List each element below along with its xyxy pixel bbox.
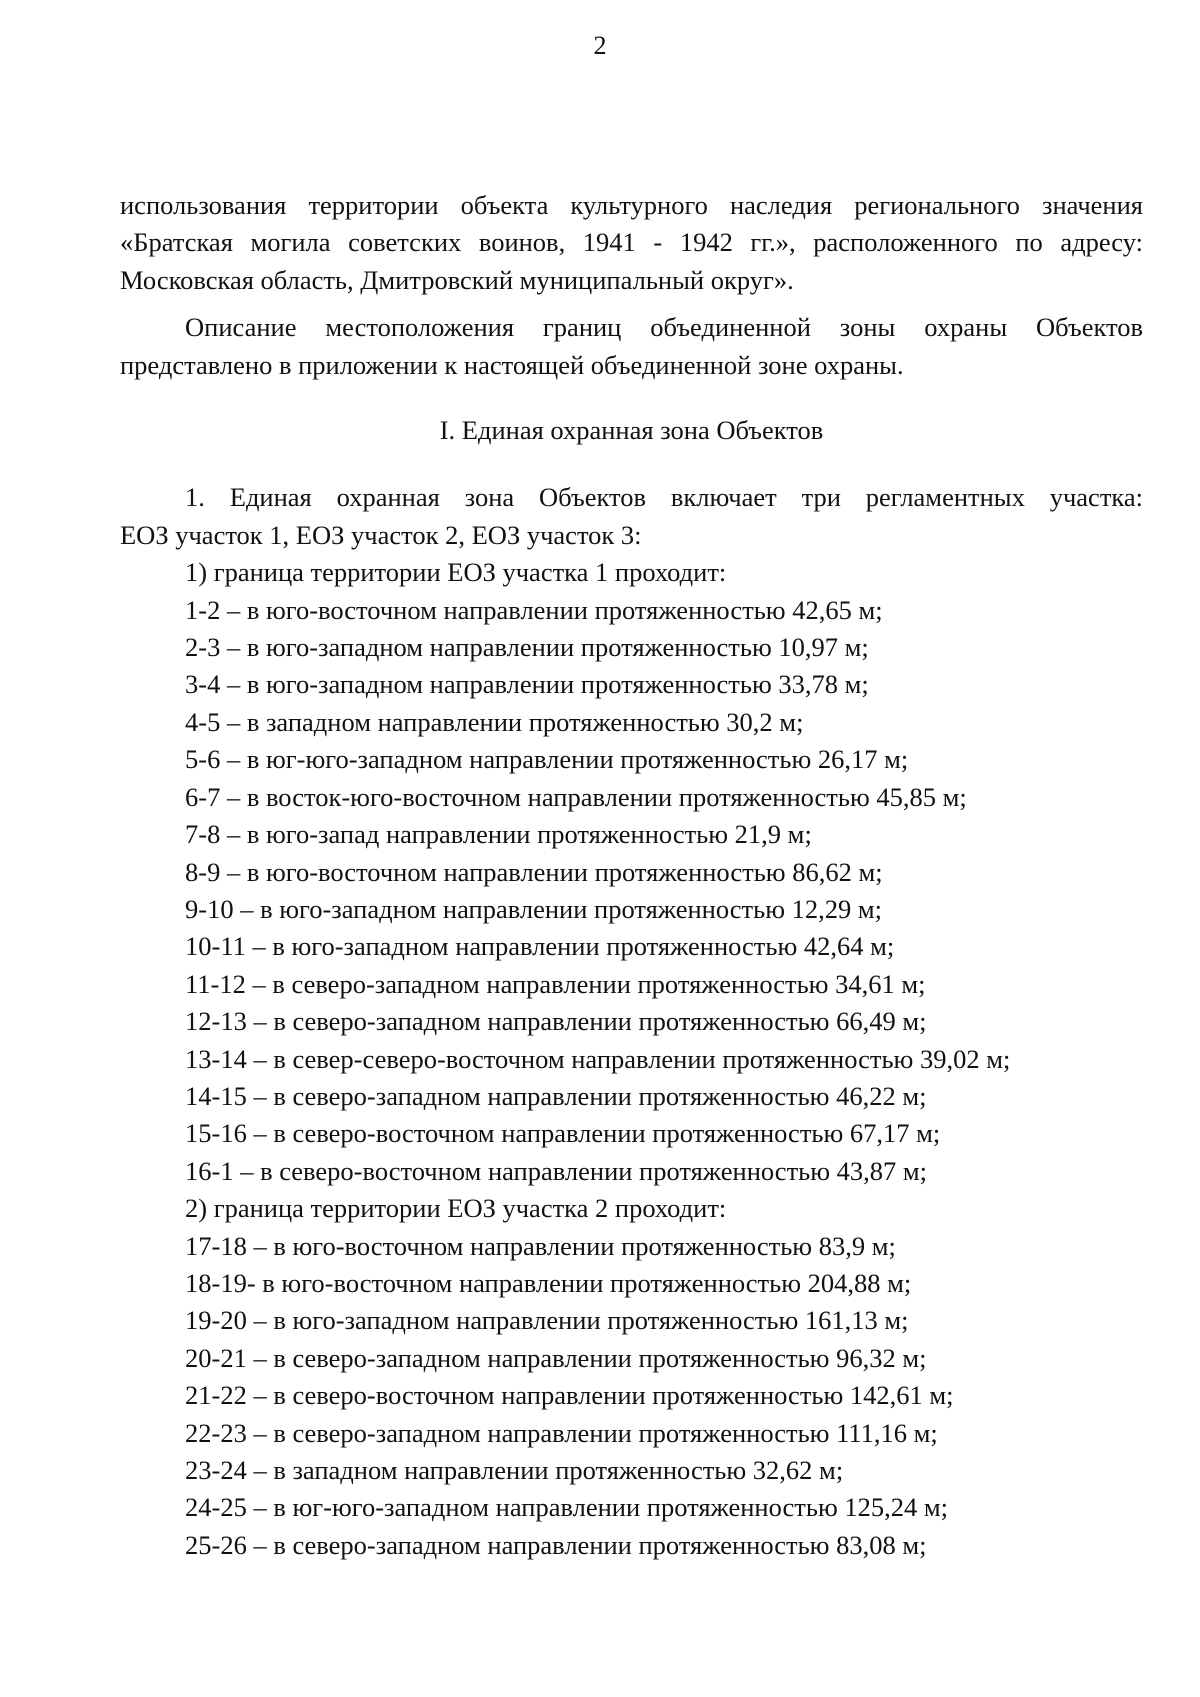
boundary-segment-line: 9-10 – в юго-западном направлении протяженностью 12,29 м; (185, 893, 883, 924)
boundary-segment-line: 5-6 – в юг-юго-западном направлении протяженностью 26,17 м; (185, 744, 909, 775)
description-line: представлено в приложении к настоящей объединенной зоне охраны. (120, 349, 904, 380)
boundary-segment-line: 18-19- в юго-восточном направлении протяженностью 204,88 м; (185, 1267, 912, 1298)
boundary-segment-line: 23-24 – в западном направлении протяженностью 32,62 м; (185, 1455, 844, 1485)
boundary-segment-line: 22-23 – в северо-западном направлении протяженностью 111,16 м; (185, 1417, 938, 1448)
intro-line: «Братская могила советских воинов, 1941 - 1942 гг.», расположенного по адресу: (120, 227, 1143, 258)
boundary-segment-line: 11-12 – в северо-западном направлении протяженностью 34,61 м; (185, 968, 926, 999)
item-1-paragraph (120, 479, 1143, 554)
boundary-segment-line: 8-9 – в юго-восточном направлении протяженностью 86,62 м; (185, 856, 883, 887)
boundary-segment-line: 14-15 – в северо-западном направлении протяженностью 46,22 м; (185, 1080, 927, 1111)
boundary-segment-line: 17-18 – в юго-восточном направлении протяженностью 83,9 м; (185, 1230, 896, 1261)
boundary-segment-line: 13-14 – в север-северо-восточном направлении протяженностью 39,02 м; (185, 1043, 1011, 1074)
boundary-segment-line: 19-20 – в юго-западном направлении протяженностью 161,13 м; (185, 1305, 909, 1336)
section-heading: I. Единая охранная зона Объектов (439, 415, 824, 446)
boundary-segment-list (120, 554, 1143, 1564)
boundary-segment-line: 15-16 – в северо-восточном направлении протяженностью 67,17 м; (185, 1118, 941, 1149)
intro-line: использования территории объекта культурного наследия регионального значения (120, 190, 1143, 220)
intro-paragraph (120, 187, 1143, 299)
boundary-segment-line: 2) граница территории ЕОЗ участка 2 проходит: (185, 1193, 727, 1224)
boundary-segment-line: 6-7 – в восток-юго-восточном направлении протяженностью 45,85 м; (185, 781, 967, 812)
boundary-segment-line: 7-8 – в юго-запад направлении протяженностью 21,9 м; (185, 819, 812, 850)
boundary-segment-line: 1-2 – в юго-восточном направлении протяженностью 42,65 м; (185, 594, 883, 625)
item-1-line: 1. Единая охранная зона Объектов включает три регламентных участка: (185, 482, 1143, 513)
boundary-segment-line: 4-5 – в западном направлении протяженностью 30,2 м; (185, 706, 804, 737)
boundary-segment-line: 10-11 – в юго-западном направлении протяженностью 42,64 м; (185, 931, 895, 962)
boundary-segment-line: 20-21 – в северо-западном направлении протяженностью 96,32 м; (185, 1342, 927, 1373)
boundary-segment-line: 24-25 – в юг-юго-западном направлении протяженностью 125,24 м; (185, 1492, 949, 1523)
description-paragraph (120, 309, 1143, 384)
description-line: Описание местоположения границ объединенной зоны охраны Объектов (185, 312, 1143, 343)
boundary-segment-line: 16-1 – в северо-восточном направлении протяженностью 43,87 м; (185, 1155, 928, 1186)
boundary-segment-line: 1) граница территории ЕОЗ участка 1 проходит: (185, 557, 727, 588)
document-body (120, 187, 1143, 1564)
boundary-segment-line: 21-22 – в северо-восточном направлении протяженностью 142,61 м; (185, 1380, 954, 1411)
boundary-segment-line: 2-3 – в юго-западном направлении протяженностью 10,97 м; (185, 632, 869, 663)
page-number: 2 (593, 31, 607, 60)
item-1-line: ЕОЗ участок 1, ЕОЗ участок 2, ЕОЗ участок 3: (120, 519, 642, 550)
boundary-segment-line: 25-26 – в северо-западном направлении протяженностью 83,08 м; (185, 1529, 927, 1560)
intro-line: Московская область, Дмитровский муниципальный округ». (120, 264, 794, 295)
boundary-segment-line: 12-13 – в северо-западном направлении протяженностью 66,49 м; (185, 1006, 927, 1037)
boundary-segment-line: 3-4 – в юго-западном направлении протяженностью 33,78 м; (185, 669, 869, 700)
